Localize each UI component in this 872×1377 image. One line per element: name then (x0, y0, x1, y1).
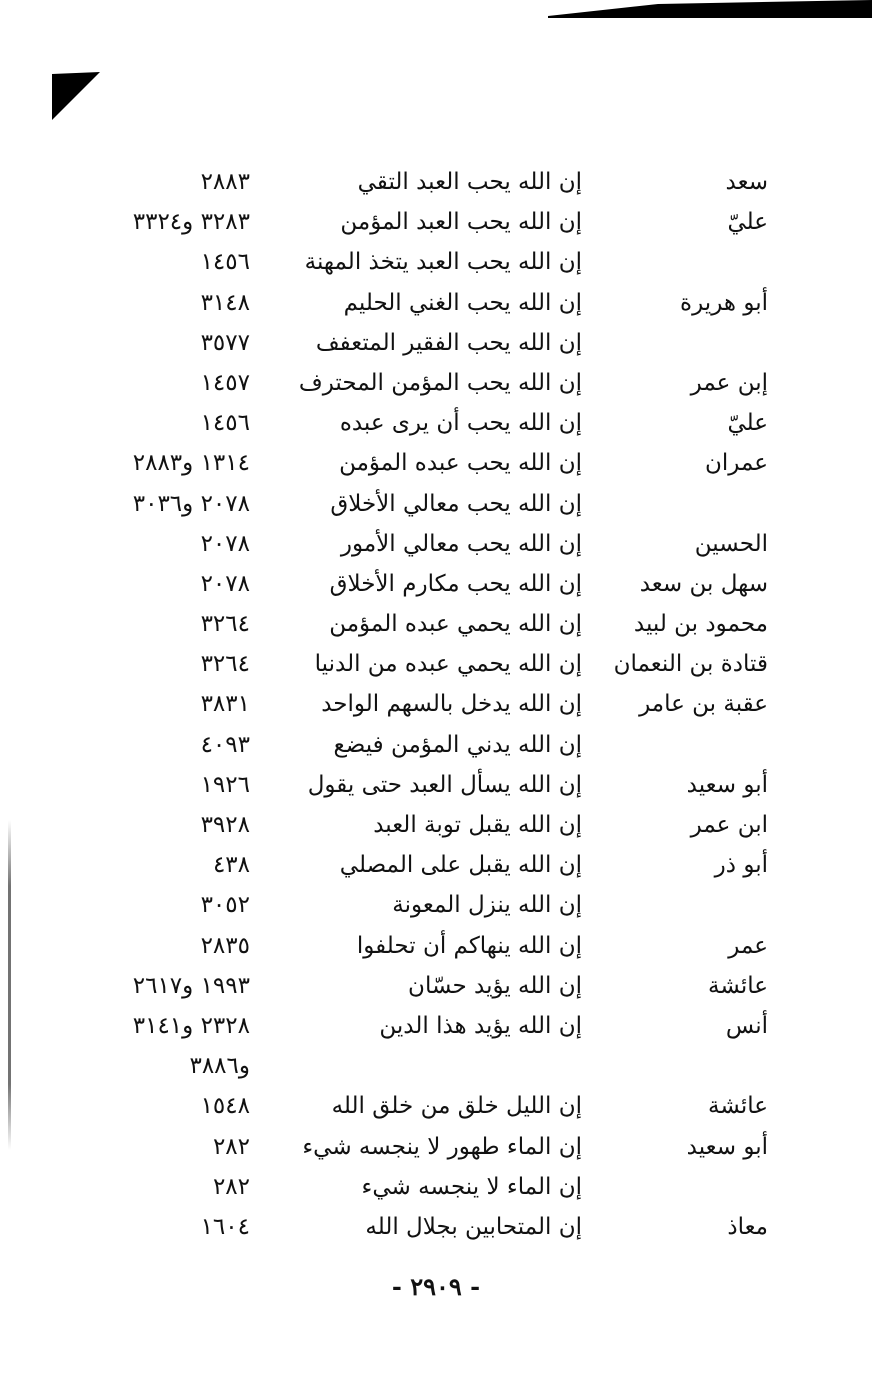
reference-numbers-cell: ١٤٥٧ (200, 369, 250, 396)
narrator-cell: أنس (725, 1012, 768, 1039)
narrator-cell (588, 885, 768, 925)
reference-numbers-cell: ٢٠٧٨ (200, 570, 250, 597)
narrator-cell (588, 725, 768, 765)
corner-triangle-icon (52, 72, 102, 122)
hadith-text-cell: إن الله يحب عبده المؤمن (339, 450, 582, 477)
index-row (0, 1006, 872, 1046)
hadith-text-cell: إن الله يحب الفقير المتعفف (315, 329, 582, 356)
reference-numbers-cell: ٢٣٢٨ و٣١٤١ (132, 1012, 250, 1039)
reference-numbers-cell: ٣٢٦٤ (200, 611, 250, 638)
narrator-cell: عمر (728, 932, 768, 959)
reference-numbers-cell: ١٤٥٦ (200, 249, 250, 276)
narrator-cell: أبو ذر (714, 852, 768, 879)
reference-numbers-cell: ٢٠٧٨ و٣٠٣٦ (132, 490, 250, 517)
hadith-text-cell: إن الله يحب معالي الأخلاق (330, 490, 582, 517)
reference-numbers-cell: ١٥٤٨ (200, 1093, 250, 1120)
index-row (0, 966, 872, 1006)
reference-numbers-cell: ١٩٩٣ و٢٦١٧ (132, 972, 250, 999)
index-row (0, 363, 872, 403)
index-row (0, 684, 872, 724)
reference-numbers-cell: ٢٨٢ (212, 1133, 250, 1160)
index-row (0, 484, 872, 524)
index-row (0, 524, 872, 564)
scan-edge-bar (548, 0, 872, 18)
hadith-text-cell: إن الليل خلق من خلق الله (331, 1093, 582, 1120)
narrator-cell: إبن عمر (690, 369, 768, 396)
narrator-cell (588, 323, 768, 363)
reference-numbers-cell: ٣٢٨٣ و٣٣٢٤ (132, 209, 250, 236)
hadith-text-cell: إن الله يقبل توبة العبد (373, 812, 582, 838)
hadith-text-cell: إن الماء لا ينجسه شيء (361, 1173, 582, 1200)
hadith-text-cell: إن المتحابين بجلال الله (365, 1213, 582, 1240)
index-row (0, 644, 872, 684)
narrator-cell: عليّ (727, 410, 768, 437)
index-row (0, 1127, 872, 1167)
hadith-text-cell: إن الله يؤيد حسّان (408, 972, 582, 999)
hadith-text-cell: إن الله يحب العبد التقي (357, 169, 582, 195)
narrator-cell: أبو سعيد (686, 1133, 768, 1160)
index-row (0, 1167, 872, 1207)
index-row (0, 1086, 872, 1126)
hadith-text-cell: إن الله يحب مكارم الأخلاق (329, 570, 582, 597)
narrator-cell: أبو هريرة (680, 289, 768, 316)
narrator-cell (588, 1167, 768, 1207)
index-row (0, 443, 872, 483)
index-row (0, 403, 872, 443)
index-row (0, 162, 872, 202)
narrator-cell: الحسين (694, 530, 768, 557)
narrator-cell: معاذ (727, 1213, 768, 1240)
narrator-cell: محمود بن لبيد (633, 611, 768, 638)
hadith-text-cell: إن الله يسأل العبد حتى يقول (307, 771, 582, 798)
narrator-cell: قتادة بن النعمان (613, 651, 768, 678)
hadith-text-cell: إن الله ينزل المعونة (392, 892, 582, 919)
index-row (0, 242, 872, 282)
hadith-text-cell: إن الله ينهاكم أن تحلفوا (356, 932, 582, 959)
hadith-text-cell: إن الله يحب العبد يتخذ المهنة (304, 249, 582, 276)
hadith-index-table (0, 162, 872, 1247)
index-row (0, 885, 872, 925)
narrator-cell: عقبة بن عامر (639, 691, 768, 718)
hadith-text-cell: إن الله يقبل على المصلي (339, 852, 582, 879)
index-row (0, 604, 872, 644)
reference-numbers-cell: ١٩٢٦ (200, 771, 250, 798)
index-row (0, 283, 872, 323)
reference-numbers-cell: ٣٨٣١ (200, 691, 250, 718)
hadith-text-cell: إن الله يدخل بالسهم الواحد (321, 691, 582, 718)
index-row (0, 725, 872, 765)
narrator-cell: سعد (725, 169, 768, 195)
reference-numbers-cell: ٣١٤٨ (200, 289, 250, 316)
index-row (0, 564, 872, 604)
index-row (0, 845, 872, 885)
hadith-text-cell: إن الله يحب العبد المؤمن (340, 209, 582, 236)
index-row (0, 805, 872, 845)
narrator-cell (588, 242, 768, 282)
reference-numbers-cell: ٣٠٥٢ (200, 892, 250, 919)
narrator-cell (588, 1046, 768, 1086)
hadith-text-cell: إن الله يحب المؤمن المحترف (298, 369, 582, 396)
hadith-text-cell: إن الله يحمي عبده المؤمن (329, 611, 582, 638)
narrator-cell: عائشة (708, 972, 768, 999)
reference-numbers-cell: ٣٩٢٨ (200, 812, 250, 838)
narrator-cell: عليّ (727, 209, 768, 236)
reference-numbers-cell: ٣٥٧٧ (200, 329, 250, 356)
reference-numbers-cell: ١٤٥٦ (200, 410, 250, 437)
narrator-cell: عمران (705, 450, 768, 477)
hadith-text-cell: إن الله يحب معالي الأمور (340, 530, 582, 557)
reference-numbers-cell: ٢٠٧٨ (200, 530, 250, 557)
narrator-cell: ابن عمر (690, 812, 768, 838)
index-row (0, 323, 872, 363)
index-row (0, 765, 872, 805)
reference-numbers-cell: ٤٣٨ (212, 852, 250, 879)
index-row (0, 926, 872, 966)
index-row (0, 202, 872, 242)
hadith-text-cell: إن الله يدني المؤمن فيضع (333, 731, 582, 758)
narrator-cell: سهل بن سعد (639, 570, 768, 597)
index-row (0, 1046, 872, 1086)
hadith-text-cell: إن الله يحب أن يرى عبده (339, 410, 582, 437)
narrator-cell: عائشة (708, 1093, 768, 1120)
reference-numbers-cell: و٣٨٨٦ (189, 1053, 250, 1080)
reference-numbers-cell: ٢٨٢ (212, 1173, 250, 1200)
reference-numbers-cell: ١٣١٤ و٢٨٨٣ (132, 450, 250, 477)
reference-numbers-cell: ٢٨٨٣ (200, 169, 250, 195)
hadith-text-cell: إن الماء طهور لا ينجسه شيء (302, 1133, 582, 1160)
hadith-text-cell: إن الله يحمي عبده من الدنيا (314, 651, 582, 678)
hadith-text-cell (262, 1046, 582, 1086)
hadith-text-cell: إن الله يحب الغني الحليم (343, 289, 582, 316)
reference-numbers-cell: ٣٢٦٤ (200, 651, 250, 678)
index-row (0, 1207, 872, 1247)
reference-numbers-cell: ٤٠٩٣ (200, 731, 250, 758)
page-number: - ٢٩٠٩ - (391, 1272, 481, 1301)
reference-numbers-cell: ١٦٠٤ (200, 1213, 250, 1240)
narrator-cell (588, 484, 768, 524)
reference-numbers-cell: ٢٨٣٥ (200, 932, 250, 959)
narrator-cell: أبو سعيد (686, 771, 768, 798)
hadith-text-cell: إن الله يؤيد هذا الدين (379, 1012, 582, 1039)
